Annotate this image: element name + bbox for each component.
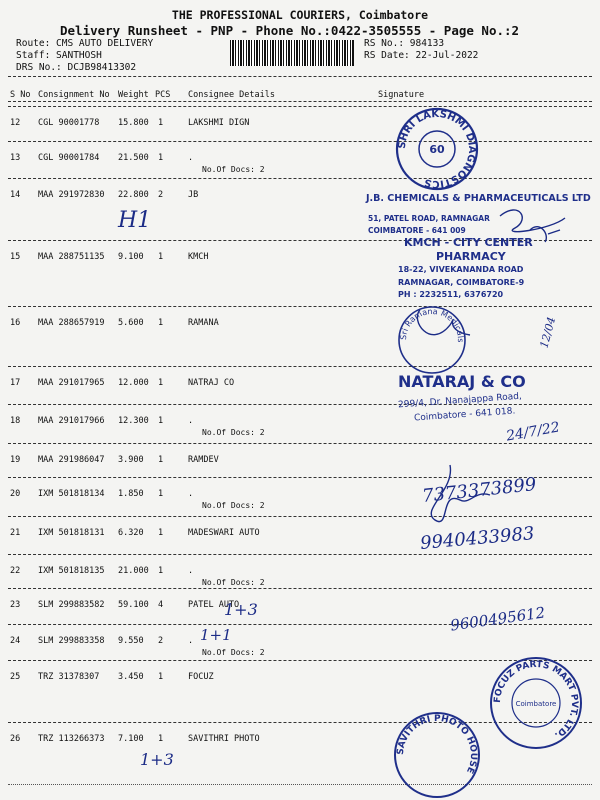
consignee-name: .: [188, 566, 194, 576]
row-pcs: 1: [158, 672, 164, 682]
drs-number: DRS No.: DCJB98413302: [16, 62, 137, 73]
row-pcs: 1: [158, 489, 164, 499]
page-title: THE PROFESSIONAL COURIERS, Coimbatore: [171, 8, 429, 22]
stamp-nataraj: NATARAJ & CO: [398, 372, 526, 391]
stamp-center: Coimbatore: [515, 700, 557, 708]
row-pcs: 1: [158, 416, 164, 426]
consignment-number: MAA 291986047: [38, 455, 105, 465]
row-sno: 22: [10, 566, 21, 576]
stamp-text: SHRI LAKSHMI DIAGNOSTICS: [396, 108, 478, 190]
handwritten-phone: 9940433983: [419, 523, 536, 554]
stamp-nataraj-address: 299/4, Dr. Nanajappa Road,: [397, 391, 523, 411]
row-sno: 13: [10, 153, 21, 163]
row-sno: 14: [10, 190, 21, 200]
row-sno: 24: [10, 636, 21, 646]
stamp-jb-address: 51, PATEL ROAD, RAMNAGAR: [368, 214, 490, 223]
col-pcs: PCS: [155, 90, 171, 100]
consignee-name: RAMDEV: [188, 455, 219, 465]
handwritten-phone: 7373373899: [421, 474, 538, 507]
signature-natraj: [431, 465, 490, 522]
row-sno: 23: [10, 600, 21, 610]
consignee-name: .: [188, 636, 194, 646]
divider: [8, 76, 592, 77]
stamp-kmch: PHARMACY: [436, 250, 506, 263]
row-pcs: 2: [158, 636, 164, 646]
row-sno: 26: [10, 734, 21, 744]
consignee-name: .: [188, 416, 194, 426]
consignment-number: SLM 299883358: [38, 636, 105, 646]
col-weight: Weight: [118, 90, 149, 100]
row-pcs: 4: [158, 600, 164, 610]
handwritten-date: 24/7/22: [505, 419, 561, 445]
rs-number: RS No.: 984133: [364, 38, 445, 49]
row-sno: 16: [10, 318, 21, 328]
row-sno: 25: [10, 672, 21, 682]
row-pcs: 1: [158, 318, 164, 328]
stamp-kmch-phone: PH : 2232511, 6376720: [398, 290, 504, 299]
stamp-focuz: [488, 655, 584, 751]
consignee-name: LAKSHMI DIGN: [188, 118, 250, 128]
consignment-number: MAA 288657919: [38, 318, 105, 328]
rs-date: RS Date: 22-Jul-2022: [364, 50, 479, 61]
stamp-kmch: KMCH - CITY CENTER: [404, 236, 533, 249]
row-pcs: 1: [158, 378, 164, 388]
row-pcs: 1: [158, 566, 164, 576]
consignment-number: CGL 90001784: [38, 153, 100, 163]
consignment-number: IXM 501818131: [38, 528, 105, 538]
row-sno: 18: [10, 416, 21, 426]
row-sno: 15: [10, 252, 21, 262]
stamp-ring: [395, 713, 479, 797]
row-weight: 3.900: [118, 455, 144, 465]
row-weight: 59.100: [118, 600, 149, 610]
row-weight: 22.800: [118, 190, 149, 200]
handwritten-date: 12/04: [537, 315, 559, 350]
col-consignment: Consignment No: [38, 90, 110, 100]
stamp-jb: J.B. CHEMICALS & PHARMACEUTICALS LTD: [366, 193, 591, 204]
handwritten-count: H1: [118, 208, 152, 233]
consignee-name: KMCH: [188, 252, 209, 262]
consignment-number: IXM 501818134: [38, 489, 105, 499]
consignment-number: CGL 90001778: [38, 118, 100, 128]
row-pcs: 2: [158, 190, 164, 200]
docs-count: No.Of Docs: 2: [202, 648, 265, 657]
consignment-number: MAA 291972830: [38, 190, 105, 200]
row-sno: 12: [10, 118, 21, 128]
row-weight: 3.450: [118, 672, 144, 682]
stamp-text: SAVITHRI PHOTO HOUSE: [395, 713, 479, 775]
row-pcs: 1: [158, 153, 164, 163]
col-signature: Signature: [378, 90, 425, 100]
row-weight: 1.850: [118, 489, 144, 499]
consignee-name: RAMANA: [188, 318, 219, 328]
consignee-name: .: [188, 153, 194, 163]
row-pcs: 1: [158, 528, 164, 538]
stamp-kmch-address: 18-22, VIVEKANANDA ROAD: [398, 265, 524, 274]
consignee-name: MADESWARI AUTO: [188, 528, 260, 538]
row-pcs: 1: [158, 455, 164, 465]
row-divider: [8, 141, 592, 142]
stamp-kmch-city: RAMNAGAR, COIMBATORE-9: [398, 278, 525, 287]
divider: [8, 101, 592, 102]
row-divider: [8, 106, 592, 107]
row-weight: 12.300: [118, 416, 149, 426]
handwritten-count: 1+3: [140, 750, 174, 769]
row-weight: 7.100: [118, 734, 144, 744]
page-subtitle: Delivery Runsheet - PNP - Phone No.:0422-3505555 - Page No.:2: [60, 23, 520, 38]
stamp-nataraj-city: Coimbatore - 641 018.: [413, 406, 516, 424]
row-weight: 21.500: [118, 153, 149, 163]
barcode: [230, 40, 354, 66]
row-pcs: 1: [158, 252, 164, 262]
handwritten-phone: 9600495612: [449, 603, 547, 635]
row-weight: 12.000: [118, 378, 149, 388]
stamp-savithri: [392, 710, 482, 800]
col-sno: S No: [10, 90, 31, 100]
row-sno: 20: [10, 489, 21, 499]
consignment-number: MAA 291017965: [38, 378, 105, 388]
consignee-name: PATEL AUTO: [188, 600, 240, 610]
consignee-name: NATRAJ CO: [188, 378, 235, 388]
consignee-name: FOCUZ: [188, 672, 214, 682]
consignment-number: IXM 501818135: [38, 566, 105, 576]
row-divider: [8, 588, 592, 589]
consignee-name: SAVITHRI PHOTO: [188, 734, 260, 744]
col-consignee: Consignee Details: [188, 90, 275, 100]
route-label: Route: CMS AUTO DELIVERY: [16, 38, 154, 49]
docs-count: No.Of Docs: 2: [202, 428, 265, 437]
handwritten-count: 1+1: [200, 626, 232, 644]
docs-count: No.Of Docs: 2: [202, 578, 265, 587]
row-sno: 19: [10, 455, 21, 465]
stamp-text: FOCUZ PARTS MART PVT. LTD.: [492, 659, 580, 741]
handwritten-count: 1+3: [224, 600, 258, 619]
row-weight: 6.320: [118, 528, 144, 538]
consignment-number: TRZ 31378307: [38, 672, 100, 682]
row-weight: 9.100: [118, 252, 144, 262]
docs-count: No.Of Docs: 2: [202, 501, 265, 510]
docs-count: No.Of Docs: 2: [202, 165, 265, 174]
row-weight: 5.600: [118, 318, 144, 328]
consignee-name: .: [188, 489, 194, 499]
row-weight: 15.800: [118, 118, 149, 128]
row-weight: 9.550: [118, 636, 144, 646]
row-sno: 17: [10, 378, 21, 388]
divider: [8, 784, 592, 785]
stamp-lakshmi: [394, 106, 480, 192]
staff-label: Staff: SANTHOSH: [16, 50, 102, 61]
stamp-text: Sri Ramana Medicals: [398, 306, 466, 343]
row-weight: 21.000: [118, 566, 149, 576]
consignment-number: SLM 299883582: [38, 600, 105, 610]
stamp-center: 60: [429, 143, 445, 156]
stamp-jb-city: COIMBATORE - 641 009: [368, 226, 466, 235]
row-pcs: 1: [158, 118, 164, 128]
consignment-number: TRZ 113266373: [38, 734, 105, 744]
consignment-number: MAA 291017966: [38, 416, 105, 426]
row-divider: [8, 178, 592, 179]
consignment-number: MAA 288751135: [38, 252, 105, 262]
consignee-name: JB: [188, 190, 199, 200]
row-sno: 21: [10, 528, 21, 538]
stamp-ramana: [396, 304, 468, 376]
row-pcs: 1: [158, 734, 164, 744]
